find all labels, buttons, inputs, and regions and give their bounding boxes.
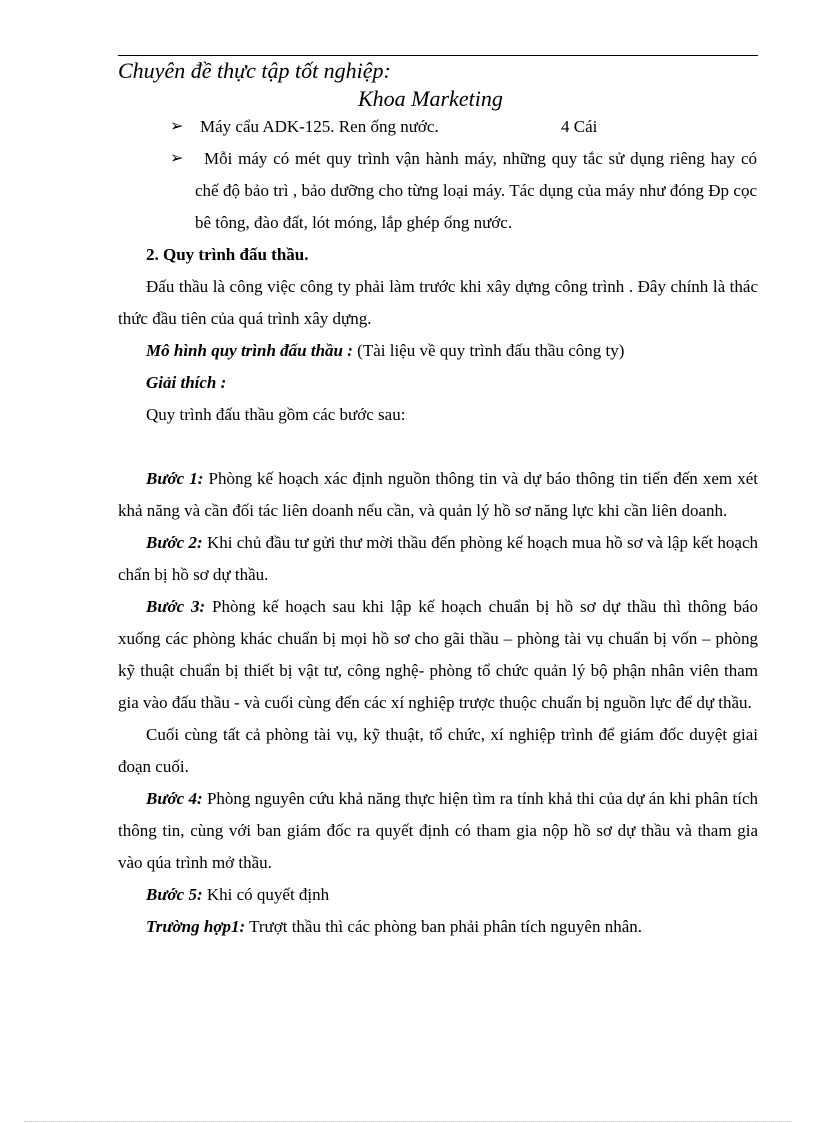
step-3-label: Bước 3: <box>146 597 206 616</box>
model-label: Mô hình quy trình đấu thầu : <box>146 341 353 360</box>
page-bottom-border <box>24 1121 792 1122</box>
step-1-label: Bước 1: <box>146 469 204 488</box>
list-item <box>170 143 757 239</box>
step-4-label: Bước 4: <box>146 789 203 808</box>
document-title: Chuyên đề thực tập tốt nghiệp: <box>118 58 391 83</box>
list-item-text: Mỗi máy có mét quy trình vận hành máy, những quy tắc sử dụng riêng hay có chế độ bảo trì , bảo dưỡng cho từng loại máy. Tác dụng của máy như đóng Đp cọc bê tông, đào đất, lót móng, lắp ghép ống nước. <box>195 149 757 232</box>
step-1-text: Phòng kế hoạch xác định nguồn thông tin và dự báo thông tin tiến đến xem xét khả năng và cần đối tác liên doanh nếu cần, và quản lý hồ sơ năng lực khi cần liên doanh. <box>118 469 758 520</box>
blank-line <box>118 431 758 463</box>
step-2 <box>118 527 758 591</box>
section-body <box>118 239 758 943</box>
arrow-bullet-icon: ➢ <box>170 118 184 135</box>
list-item-quantity: 4 Cái <box>561 117 598 136</box>
step-3 <box>118 591 758 719</box>
step-5 <box>118 879 758 911</box>
case-1 <box>118 911 758 943</box>
arrow-bullet-icon: ➢ <box>170 150 184 167</box>
explain-label: Giải thích : <box>146 373 227 392</box>
step-2-label: Bước 2: <box>146 533 203 552</box>
model-line <box>118 335 758 367</box>
step-2-text: Khi chủ đầu tư gửi thư mời thầu đến phòng kế hoạch mua hồ sơ và lập kết hoạch chẩn bị hồ sơ dự thầu. <box>118 533 758 584</box>
step-4 <box>118 783 758 879</box>
department-name: Khoa Marketing <box>358 86 503 111</box>
step-1 <box>118 463 758 527</box>
model-text: (Tài liệu về quy trình đấu thầu công ty) <box>352 341 625 360</box>
header-rule <box>118 55 758 56</box>
step-3-text: Phòng kế hoạch sau khi lập kế hoạch chuẩn bị hồ sơ dự thầu thì thông báo xuống các phòng khác chuẩn bị mọi hồ sơ cho gãi thầu – phòng tài vụ chuẩn bị vốn – phòng kỹ thuật chuẩn bị thiết bị vật tư, công nghệ- phòng tổ chức quản lý bộ phận nhân viên tham gia vào đấu thầu - và cuối cùng đến các xí nghiệp trược thuộc chuẩn bị nguồn lực để dự thầu. <box>118 597 758 712</box>
case-1-label: Trường hợp1: <box>146 917 246 936</box>
final-paragraph: Cuối cùng tất cả phòng tài vụ, kỹ thuật, tổ chức, xí nghiệp trình để giám đốc duyệt giai đoạn cuối. <box>118 725 758 776</box>
steps-intro: Quy trình đấu thầu gồm các bước sau: <box>146 405 406 424</box>
step-5-text: Khi có quyết định <box>202 885 330 904</box>
case-1-text: Trượt thầu thì các phòng ban phải phân tích nguyên nhân. <box>245 917 642 936</box>
section-heading: 2. Quy trình đấu thầu. <box>146 245 309 264</box>
list-item-text: Máy cẩu ADK-125. Ren ống nước. <box>200 117 439 136</box>
intro-paragraph: Đấu thầu là công việc công ty phải làm trước khi xây dựng công trình . Đây chính là thác thức đầu tiên của quá trình xây dựng. <box>118 277 758 328</box>
step-4-text: Phòng nguyên cứu khả năng thực hiện tìm ra tính khả thi của dự án khi phân tích thông tin, cùng với ban giám đốc ra quyết định có tham gia nộp hồ sơ dự thầu và tham gia vào qúa trình mở thầu. <box>118 789 758 872</box>
step-5-label: Bước 5: <box>146 885 203 904</box>
